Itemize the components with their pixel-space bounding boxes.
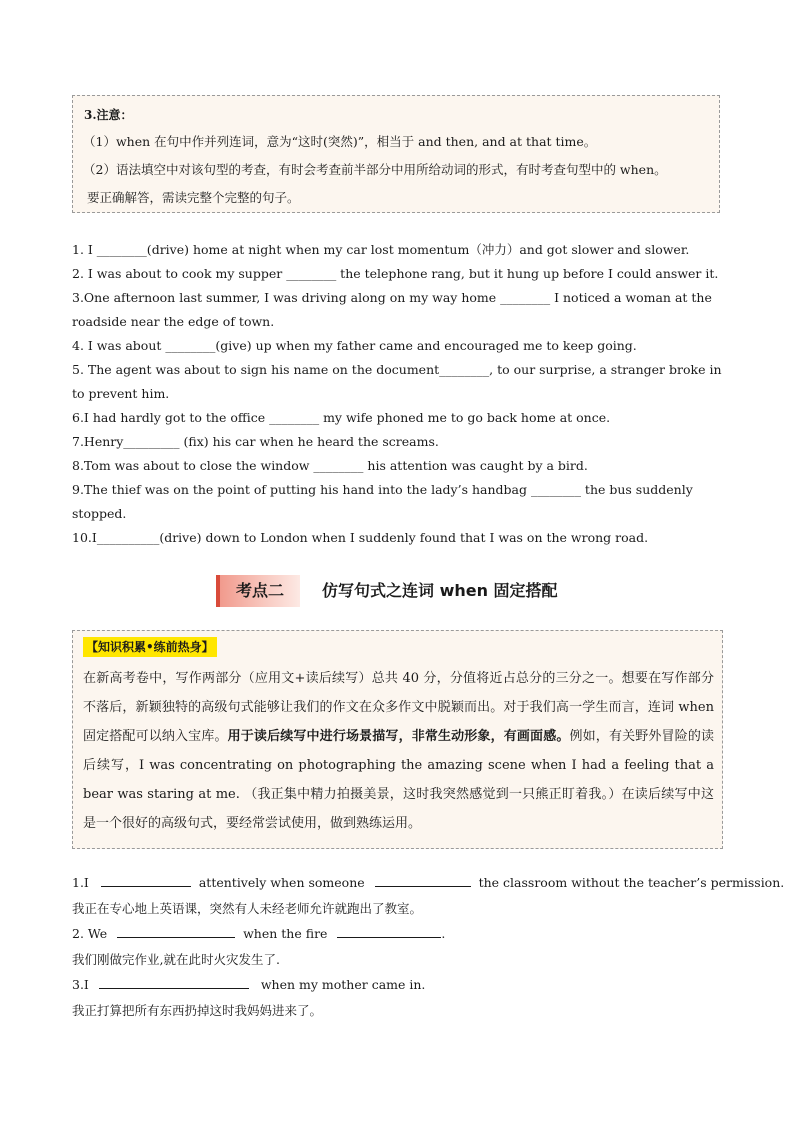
q3-part-a: 3.I <box>72 977 89 992</box>
knowledge-bold-text: 用于读后续写中进行场景描写，非常生动形象，有画面感。 <box>227 729 570 744</box>
exercise-2-translation-3: 我正打算把所有东西扔掉这时我妈妈进来了。 <box>72 1002 323 1018</box>
exercise-1-item: 3.One afternoon last summer, I was driving along on my way home ________ I noticed a woman at the roadside near the edge of town. <box>72 290 712 329</box>
q3-part-b: when my mother came in. <box>260 977 426 992</box>
q1-part-a: 1.I <box>72 875 89 890</box>
answer-blank[interactable] <box>375 874 471 887</box>
answer-blank[interactable] <box>337 925 441 938</box>
exercise-1-item: 10.I__________(drive) down to London when I suddenly found that I was on the wrong road. <box>72 530 649 545</box>
note-line-2: （2）语法填空中对该句型的考查，有时会考查前半部分中用所给动词的形式，有时考查句型中的 when。 <box>83 162 667 177</box>
exercise-2-translation-2: 我们刚做完作业,就在此时火灾发生了. <box>72 951 280 967</box>
q2-part-a: 2. We <box>72 926 108 941</box>
exercise-1-item: 6.I had hardly got to the office ________ my wife phoned me to go back home at once. <box>72 410 611 425</box>
answer-blank[interactable] <box>99 976 249 989</box>
exercise-1-item: 7.Henry_________ (fix) his car when he heard the screams. <box>72 434 439 449</box>
knowledge-body <box>83 664 714 838</box>
q1-part-c: the classroom without the teacher’s permission. <box>478 875 785 890</box>
exercise-1-item: 4. I was about ________(give) up when my father came and encouraged me to keep going. <box>72 338 637 353</box>
exercise-2-list <box>72 870 785 1023</box>
exercise-2-item-1 <box>72 870 785 896</box>
section-tag: 考点二 <box>216 575 300 607</box>
exercise-2-translation-1: 我正在专心地上英语课，突然有人未经老师允许就跑出了教室。 <box>72 900 423 916</box>
answer-blank[interactable] <box>101 874 191 887</box>
note-line-3: 要正确解答，需读完整个完整的句子。 <box>87 190 300 205</box>
exercise-1-item: 1. I ________(drive) home at night when my car lost momentum（冲力）and got slower and slower. <box>72 242 690 257</box>
q1-part-b: attentively when someone <box>198 875 365 890</box>
knowledge-text-2: 例如，有关野外冒险的读后续写，I was concentrating on photographing the amazing scene when I had a feeling that a bear was staring at me. （我正集中精力拍摄美景，这时我突然感觉到一只熊正盯着我。）在读后续写中这是一个很好的高级句式，要经常尝试使用，做到熟练运用。 <box>83 729 714 831</box>
note-box <box>72 95 720 213</box>
exercise-1-item: 2. I was about to cook my supper ________ the telephone rang, but it hung up before I could answer it. <box>72 266 719 281</box>
q2-part-b: when the fire <box>243 926 328 941</box>
note-line-1: （1）when 在句中作并列连词，意为“这时(突然)”，相当于 and then, and at that time。 <box>83 134 597 149</box>
exercise-1-item: 9.The thief was on the point of putting his hand into the lady’s handbag ________ the bus suddenly stopped. <box>72 482 693 521</box>
answer-blank[interactable] <box>117 925 235 938</box>
exercise-2-item-2 <box>72 921 732 947</box>
exercise-2-item-3 <box>72 972 732 998</box>
knowledge-tag: 【知识积累•练前热身】 <box>83 637 217 657</box>
exercise-1-list <box>72 238 722 550</box>
exercise-1-item: 8.Tom was about to close the window ________ his attention was caught by a bird. <box>72 458 588 473</box>
knowledge-box <box>72 630 723 849</box>
knowledge-text-1: 在新高考卷中，写作两部分（应用文+读后续写）总共 40 分，分值将近占总分的三分之一。想要在写作部分不落后，新颖独特的高级句式能够让我们的作文在众多作文中脱颖而出。对于我们高一学生而言，连词 when 固定搭配可以纳入宝库。 <box>83 671 714 744</box>
exercise-1-item: 5. The agent was about to sign his name on the document________, to our surprise, a stranger broke in to prevent him. <box>72 362 722 401</box>
q2-part-c: . <box>441 926 446 941</box>
note-title: 3.注意： <box>84 108 133 122</box>
section-title: 仿写句式之连词 when 固定搭配 <box>322 581 558 600</box>
